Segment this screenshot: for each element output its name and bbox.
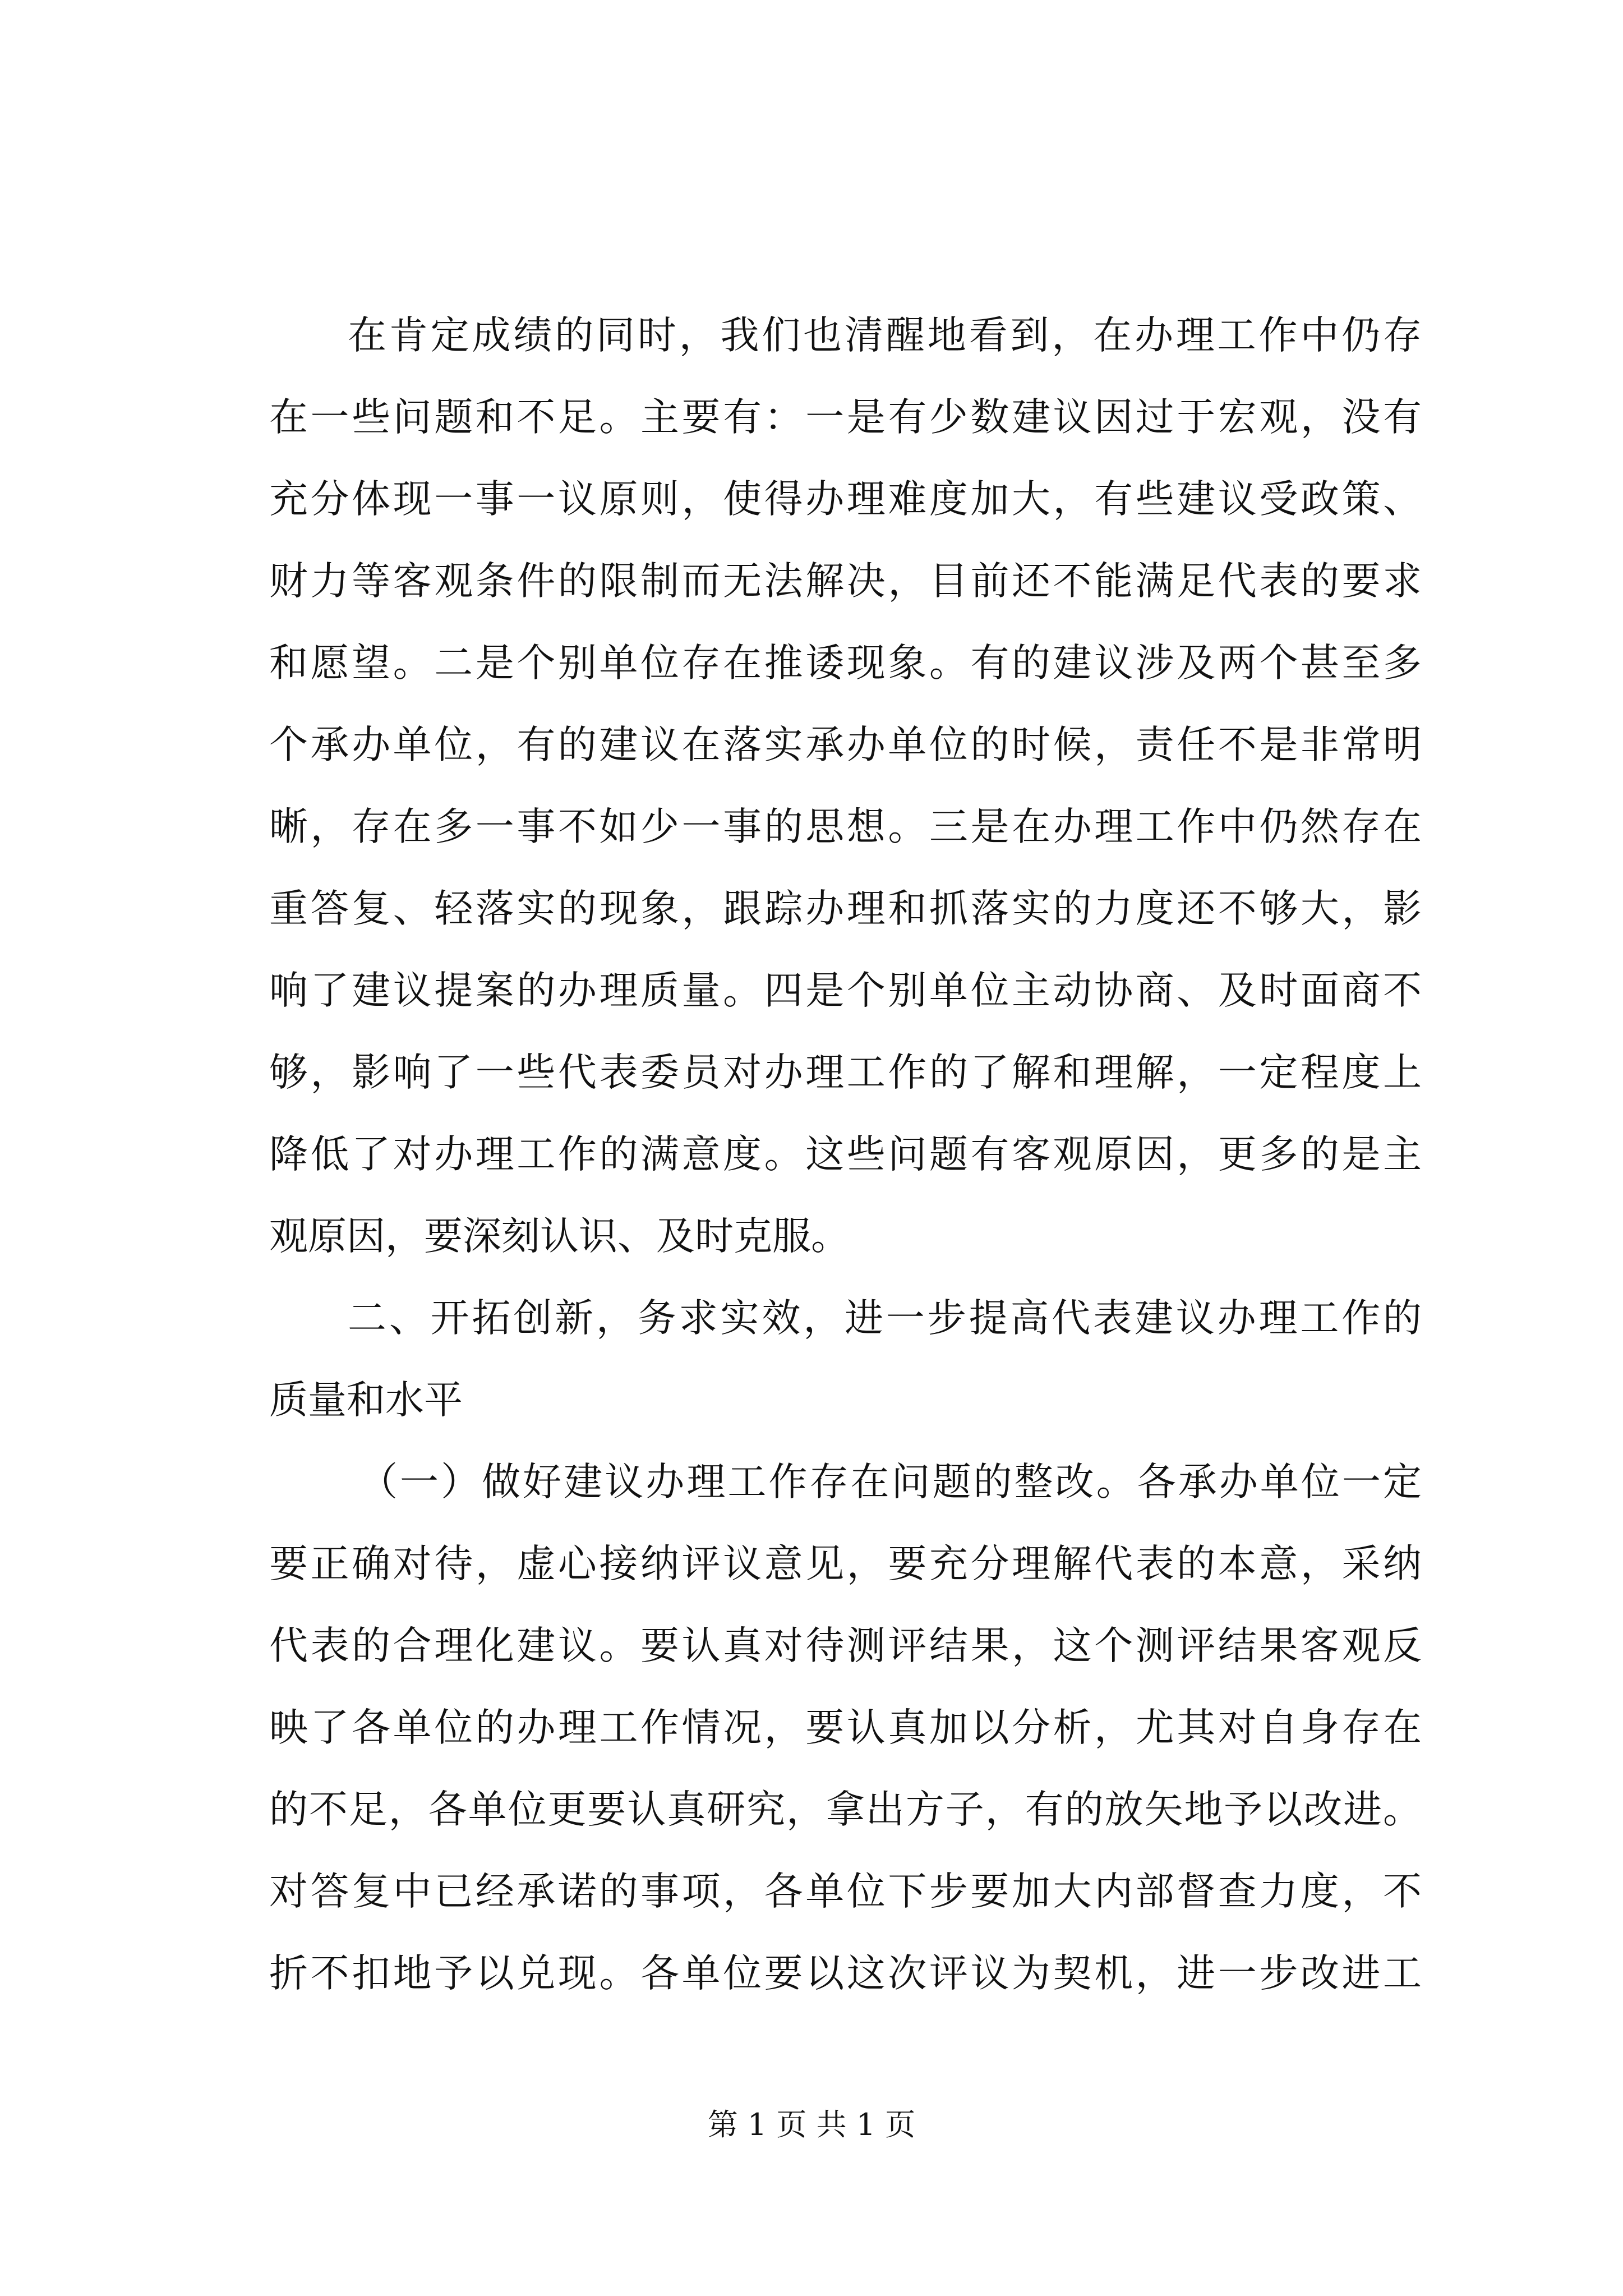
section-heading-continued: 质量和水平 [269,1378,463,1423]
text-line: 对答复中已经承诺的事项，各单位下步要加大内部督查力度，不 [269,1869,1422,1914]
text-line: 要正确对待，虚心接纳评议意见，要充分理解代表的本意，采纳 [269,1542,1422,1586]
subsection-text-line: （一）做好建议办理工作存在问题的整改。各承办单位一定 [359,1460,1422,1504]
text-line: 的不足，各单位更要认真研究，拿出方子，有的放矢地予以改进。 [269,1787,1422,1832]
text-line: 财力等客观条件的限制而无法解决，目前还不能满足代表的要求 [269,559,1422,604]
text-line: 在一些问题和不足。主要有：一是有少数建议因过于宏观，没有 [269,395,1422,440]
text-line: 重答复、轻落实的现象，跟踪办理和抓落实的力度还不够大，影 [269,886,1422,931]
text-line: 代表的合理化建议。要认真对待测评结果，这个测评结果客观反 [269,1623,1422,1668]
text-line: 够，影响了一些代表委员对办理工作的了解和理解，一定程度上 [269,1050,1422,1095]
text-line: 降低了对办理工作的满意度。这些问题有客观原因，更多的是主 [269,1132,1422,1177]
text-line: 个承办单位，有的建议在落实承办单位的时候，责任不是非常明 [269,723,1422,767]
text-line: 观原因，要深刻认识、及时克服。 [269,1214,850,1259]
text-line: 折不扣地予以兑现。各单位要以这次评议为契机，进一步改进工 [269,1951,1422,1996]
text-line: 响了建议提案的办理质量。四是个别单位主动协商、及时面商不 [269,968,1422,1013]
document-body [269,295,1422,2014]
section-heading: 二、开拓创新，务求实效，进一步提高代表建议办理工作的 [348,1296,1422,1341]
text-line: 和愿望。二是个别单位存在推诿现象。有的建议涉及两个甚至多 [269,641,1422,685]
text-line: 晰，存在多一事不如少一事的思想。三是在办理工作中仍然存在 [269,804,1422,849]
page-footer: 第 1 页 共 1 页 [707,2107,916,2142]
text-line: 映了各单位的办理工作情况，要认真加以分析，尤其对自身存在 [269,1705,1422,1750]
text-line: 在肯定成绩的同时，我们也清醒地看到，在办理工作中仍存 [348,313,1422,358]
text-line: 充分体现一事一议原则，使得办理难度加大，有些建议受政策、 [269,477,1422,522]
